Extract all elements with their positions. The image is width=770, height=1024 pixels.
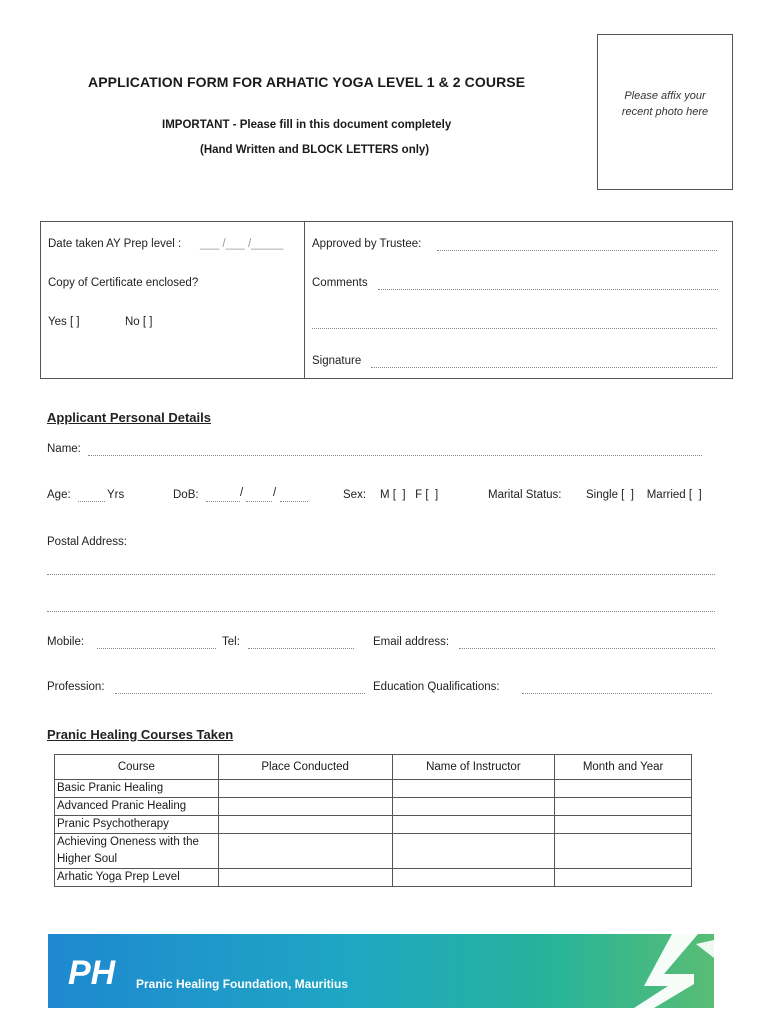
place-cell[interactable]: [218, 798, 392, 816]
instructor-cell[interactable]: [392, 834, 555, 869]
dob-separator-1: /: [240, 487, 244, 499]
instructor-cell[interactable]: [392, 816, 555, 834]
name-label: Name:: [47, 443, 81, 455]
ph-logo: [66, 954, 136, 990]
month-year-cell[interactable]: [555, 869, 692, 887]
sex-label: Sex:: [343, 489, 367, 501]
office-use-box: [40, 221, 733, 379]
education-label: Education Qualifications:: [373, 681, 500, 693]
office-box-divider: [304, 222, 305, 378]
form-title: APPLICATION FORM FOR ARHATIC YOGA LEVEL 1 & 2 COURSE: [88, 74, 526, 90]
month-year-cell[interactable]: [555, 834, 692, 869]
education-field[interactable]: [522, 682, 712, 694]
ph-logo-text: PH: [68, 954, 116, 990]
instructor-cell[interactable]: [392, 869, 555, 887]
tel-label: Tel:: [222, 636, 240, 648]
yes-checkbox[interactable]: Yes [ ]: [48, 316, 80, 328]
dob-separator-2: /: [273, 487, 277, 499]
age-label: Age:: [47, 489, 71, 501]
date-taken-field[interactable]: ___ /___ /_____: [200, 238, 284, 250]
signature-field[interactable]: [371, 356, 717, 368]
table-row: [55, 869, 692, 887]
comments-field[interactable]: [378, 278, 718, 290]
column-header-place: Place Conducted: [218, 755, 392, 780]
marital-status-label: Marital Status:: [488, 489, 562, 501]
instructor-cell[interactable]: [392, 780, 555, 798]
dob-year-field[interactable]: [280, 490, 308, 502]
email-label: Email address:: [373, 636, 450, 648]
table-row: [55, 780, 692, 798]
important-notice: IMPORTANT - Please fill in this document completely: [162, 119, 452, 131]
photo-box[interactable]: [597, 34, 733, 190]
column-header-instructor: Name of Instructor: [392, 755, 555, 780]
course-name-cell: Achieving Oneness with the Higher Soul: [55, 834, 219, 869]
sex-checkboxes[interactable]: M [ ] F [ ]: [380, 489, 439, 501]
comments-field-line-2[interactable]: [312, 317, 717, 329]
course-name-cell: Pranic Psychotherapy: [55, 816, 219, 834]
mobile-field[interactable]: [97, 637, 216, 649]
dob-day-field[interactable]: [206, 490, 240, 502]
mobile-label: Mobile:: [47, 636, 85, 648]
copy-certificate-label: Copy of Certificate enclosed?: [48, 277, 199, 289]
month-year-cell[interactable]: [555, 798, 692, 816]
place-cell[interactable]: [218, 780, 392, 798]
table-header-row: [55, 755, 692, 780]
age-field[interactable]: [78, 490, 105, 502]
table-row: [55, 834, 692, 869]
signature-label: Signature: [312, 355, 362, 367]
postal-address-line-2[interactable]: [47, 600, 715, 612]
photo-line-2: recent photo here: [621, 106, 709, 118]
age-unit: Yrs: [107, 489, 125, 501]
column-header-course: Course: [55, 755, 219, 780]
no-checkbox[interactable]: No [ ]: [125, 316, 153, 328]
footer-banner: [48, 934, 714, 1008]
writing-instruction: (Hand Written and BLOCK LETTERS only): [200, 144, 430, 156]
organization-name: Pranic Healing Foundation, Mauritius: [136, 977, 349, 991]
comments-label: Comments: [312, 277, 368, 289]
place-cell[interactable]: [218, 869, 392, 887]
course-name-cell: Basic Pranic Healing: [55, 780, 219, 798]
tel-field[interactable]: [248, 637, 354, 649]
place-cell[interactable]: [218, 834, 392, 869]
month-year-cell[interactable]: [555, 780, 692, 798]
table-row: [55, 816, 692, 834]
postal-address-label: Postal Address:: [47, 536, 127, 548]
personal-details-heading: Applicant Personal Details: [47, 410, 211, 425]
profession-field[interactable]: [115, 682, 365, 694]
column-header-month-year: Month and Year: [555, 755, 692, 780]
profession-label: Profession:: [47, 681, 105, 693]
postal-address-line-1[interactable]: [47, 563, 715, 575]
date-taken-label: Date taken AY Prep level :: [48, 238, 182, 250]
instructor-cell[interactable]: [392, 798, 555, 816]
email-field[interactable]: [459, 637, 715, 649]
courses-table: [54, 754, 692, 887]
month-year-cell[interactable]: [555, 816, 692, 834]
dob-month-field[interactable]: [246, 490, 272, 502]
approved-by-field[interactable]: [437, 239, 717, 251]
name-field[interactable]: [88, 444, 702, 456]
dob-label: DoB:: [173, 489, 199, 501]
table-row: [55, 798, 692, 816]
place-cell[interactable]: [218, 816, 392, 834]
approved-by-label: Approved by Trustee:: [312, 238, 422, 250]
photo-line-1: Please affix your: [624, 90, 706, 102]
courses-heading: Pranic Healing Courses Taken: [47, 727, 234, 742]
course-name-cell: Arhatic Yoga Prep Level: [55, 869, 219, 887]
arrow-mark-icon: [634, 934, 714, 1008]
marital-status-checkboxes[interactable]: Single [ ] Married [ ]: [586, 489, 702, 501]
photo-instruction: [598, 88, 732, 120]
course-name-cell: Advanced Pranic Healing: [55, 798, 219, 816]
